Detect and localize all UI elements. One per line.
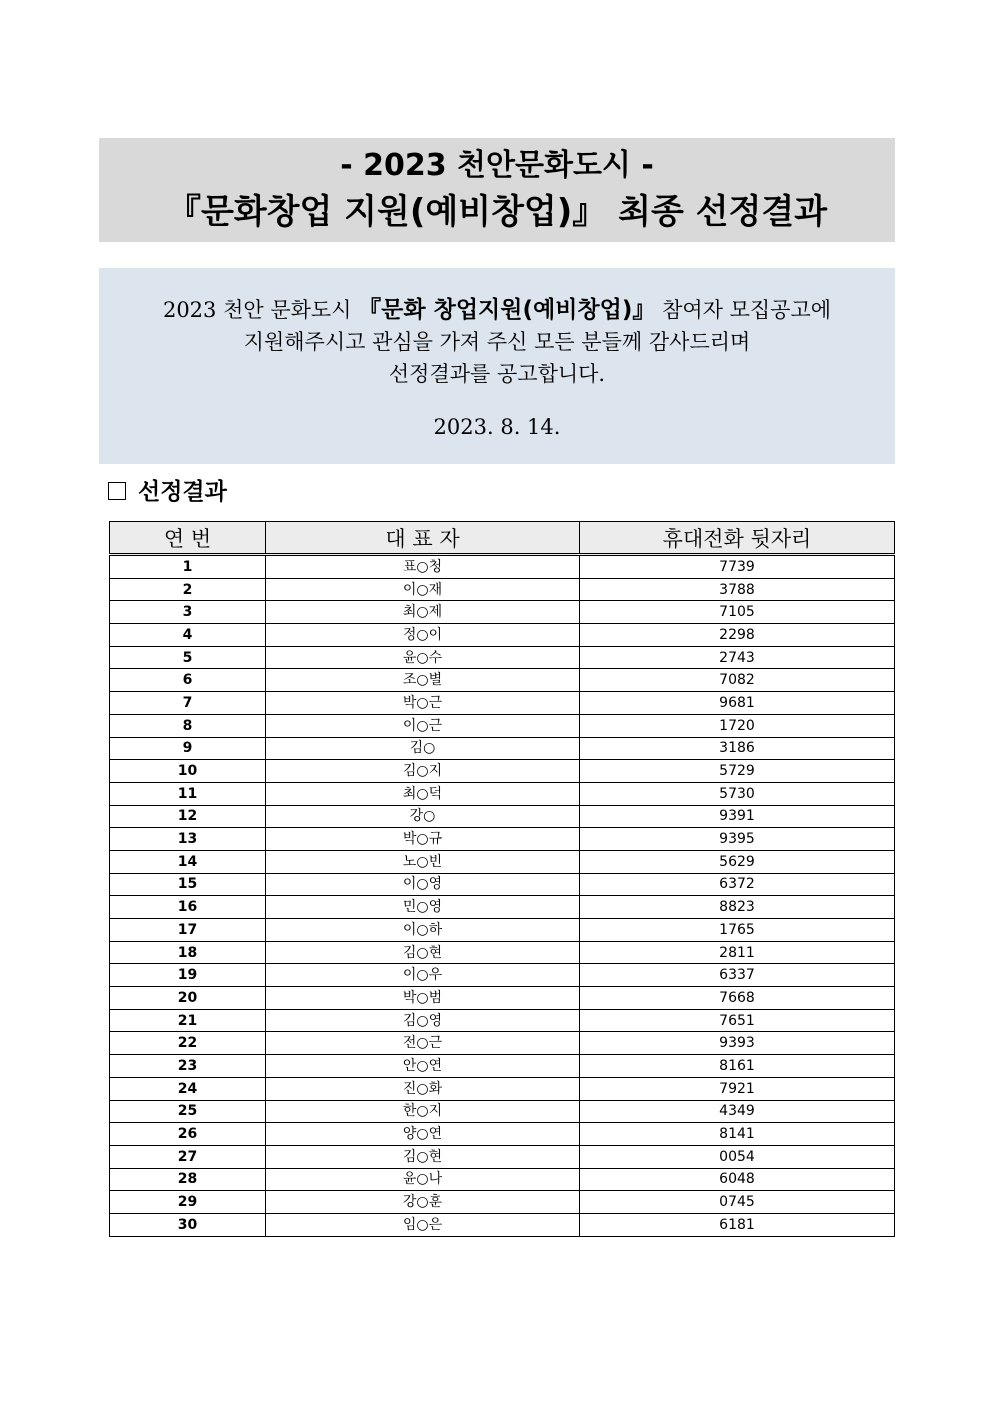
table-row (110, 1213, 895, 1236)
row-phone-suffix: 2811 (580, 941, 895, 964)
title-line-1: - 2023 천안문화도시 - (340, 148, 654, 183)
row-number: 14 (110, 850, 266, 873)
table-row (110, 1145, 895, 1168)
notice-box (99, 268, 895, 464)
row-number: 17 (110, 919, 266, 942)
row-number: 4 (110, 624, 266, 647)
row-number: 12 (110, 805, 266, 828)
row-representative: 박○근 (266, 692, 580, 715)
row-representative: 박○규 (266, 828, 580, 851)
row-phone-suffix: 7651 (580, 1009, 895, 1032)
row-phone-suffix: 6048 (580, 1168, 895, 1191)
row-representative: 조○별 (266, 669, 580, 692)
notice-program-name: 『문화 창업지원(예비창업)』 (358, 297, 656, 323)
row-representative: 윤○수 (266, 646, 580, 669)
table-row (110, 850, 895, 873)
row-number: 19 (110, 964, 266, 987)
row-phone-suffix: 4349 (580, 1100, 895, 1123)
row-phone-suffix: 6181 (580, 1213, 895, 1236)
row-phone-suffix: 5629 (580, 850, 895, 873)
row-representative: 김○영 (266, 1009, 580, 1032)
row-phone-suffix: 9395 (580, 828, 895, 851)
row-phone-suffix: 6337 (580, 964, 895, 987)
notice-date: 2023. 8. 14. (433, 415, 561, 439)
row-phone-suffix: 1765 (580, 919, 895, 942)
row-phone-suffix: 9393 (580, 1032, 895, 1055)
row-number: 6 (110, 669, 266, 692)
row-representative: 이○영 (266, 873, 580, 896)
row-representative: 김○지 (266, 760, 580, 783)
row-phone-suffix: 7082 (580, 669, 895, 692)
row-representative: 강○훈 (266, 1191, 580, 1214)
row-representative: 김○ (266, 737, 580, 760)
row-representative: 이○하 (266, 919, 580, 942)
notice-line-2: 지원해주시고 관심을 가져 주신 모든 분들께 감사드리며 (243, 330, 751, 354)
table-row (110, 760, 895, 783)
table-row (110, 555, 895, 579)
table-row (110, 1123, 895, 1146)
row-phone-suffix: 3788 (580, 578, 895, 601)
row-phone-suffix: 5729 (580, 760, 895, 783)
row-number: 21 (110, 1009, 266, 1032)
row-phone-suffix: 9391 (580, 805, 895, 828)
notice-line-1-pre: 2023 천안 문화도시 (162, 298, 352, 322)
row-number: 20 (110, 987, 266, 1010)
table-row (110, 987, 895, 1010)
row-number: 3 (110, 601, 266, 624)
row-representative: 임○은 (266, 1213, 580, 1236)
row-number: 27 (110, 1145, 266, 1168)
notice-line-1 (99, 294, 895, 326)
row-phone-suffix: 7668 (580, 987, 895, 1010)
table-row (110, 873, 895, 896)
table-row (110, 896, 895, 919)
row-representative: 민○영 (266, 896, 580, 919)
table-row (110, 714, 895, 737)
table-row (110, 692, 895, 715)
row-number: 23 (110, 1055, 266, 1078)
table-row (110, 669, 895, 692)
row-number: 22 (110, 1032, 266, 1055)
title-line-2: 『문화창업 지원(예비창업)』 최종 선정결과 (166, 192, 828, 232)
table-row (110, 782, 895, 805)
row-representative: 최○제 (266, 601, 580, 624)
row-number: 5 (110, 646, 266, 669)
table-row (110, 578, 895, 601)
header-representative: 대 표 자 (266, 522, 580, 555)
row-representative: 김○현 (266, 1145, 580, 1168)
table-row (110, 1032, 895, 1055)
row-number: 2 (110, 578, 266, 601)
row-representative: 박○범 (266, 987, 580, 1010)
table-row (110, 828, 895, 851)
row-representative: 김○현 (266, 941, 580, 964)
row-phone-suffix: 7921 (580, 1077, 895, 1100)
title-box (99, 138, 895, 242)
header-phone-suffix: 휴대전화 뒷자리 (580, 522, 895, 555)
row-representative: 이○우 (266, 964, 580, 987)
table-row (110, 805, 895, 828)
notice-line-3: 선정결과를 공고합니다. (388, 362, 606, 386)
row-representative: 표○청 (266, 555, 580, 579)
row-representative: 전○근 (266, 1032, 580, 1055)
table-row (110, 1168, 895, 1191)
row-number: 29 (110, 1191, 266, 1214)
row-representative: 한○지 (266, 1100, 580, 1123)
row-phone-suffix: 0054 (580, 1145, 895, 1168)
row-phone-suffix: 2298 (580, 624, 895, 647)
table-body (110, 555, 895, 1237)
table-row (110, 737, 895, 760)
section-title: 선정결과 (138, 478, 227, 505)
row-number: 15 (110, 873, 266, 896)
row-number: 25 (110, 1100, 266, 1123)
row-representative: 안○연 (266, 1055, 580, 1078)
row-phone-suffix: 8141 (580, 1123, 895, 1146)
table-header-row (110, 522, 895, 555)
row-phone-suffix: 1720 (580, 714, 895, 737)
table-row (110, 964, 895, 987)
table-row (110, 919, 895, 942)
row-number: 10 (110, 760, 266, 783)
row-phone-suffix: 9681 (580, 692, 895, 715)
table-row (110, 646, 895, 669)
row-representative: 노○빈 (266, 850, 580, 873)
row-number: 28 (110, 1168, 266, 1191)
table-row (110, 1100, 895, 1123)
row-number: 8 (110, 714, 266, 737)
section-heading (108, 476, 227, 508)
notice-line-1-post: 참여자 모집공고에 (662, 298, 832, 322)
row-phone-suffix: 6372 (580, 873, 895, 896)
checkbox-square-icon (108, 482, 126, 500)
row-number: 18 (110, 941, 266, 964)
row-phone-suffix: 3186 (580, 737, 895, 760)
row-phone-suffix: 0745 (580, 1191, 895, 1214)
row-number: 9 (110, 737, 266, 760)
table-row (110, 1055, 895, 1078)
row-number: 26 (110, 1123, 266, 1146)
table-row (110, 1077, 895, 1100)
row-representative: 강○ (266, 805, 580, 828)
row-phone-suffix: 5730 (580, 782, 895, 805)
table-row (110, 941, 895, 964)
row-number: 30 (110, 1213, 266, 1236)
row-number: 11 (110, 782, 266, 805)
row-number: 13 (110, 828, 266, 851)
table-row (110, 624, 895, 647)
row-phone-suffix: 2743 (580, 646, 895, 669)
row-phone-suffix: 7105 (580, 601, 895, 624)
row-number: 7 (110, 692, 266, 715)
row-representative: 정○이 (266, 624, 580, 647)
table-row (110, 1191, 895, 1214)
selection-results-table (109, 521, 895, 1237)
row-number: 1 (110, 555, 266, 579)
row-number: 16 (110, 896, 266, 919)
table-row (110, 601, 895, 624)
row-representative: 윤○나 (266, 1168, 580, 1191)
header-number: 연 번 (110, 522, 266, 555)
row-representative: 이○재 (266, 578, 580, 601)
row-representative: 최○덕 (266, 782, 580, 805)
row-phone-suffix: 8823 (580, 896, 895, 919)
row-representative: 진○화 (266, 1077, 580, 1100)
row-phone-suffix: 8161 (580, 1055, 895, 1078)
row-representative: 이○근 (266, 714, 580, 737)
row-phone-suffix: 7739 (580, 555, 895, 579)
row-representative: 양○연 (266, 1123, 580, 1146)
table-row (110, 1009, 895, 1032)
row-number: 24 (110, 1077, 266, 1100)
